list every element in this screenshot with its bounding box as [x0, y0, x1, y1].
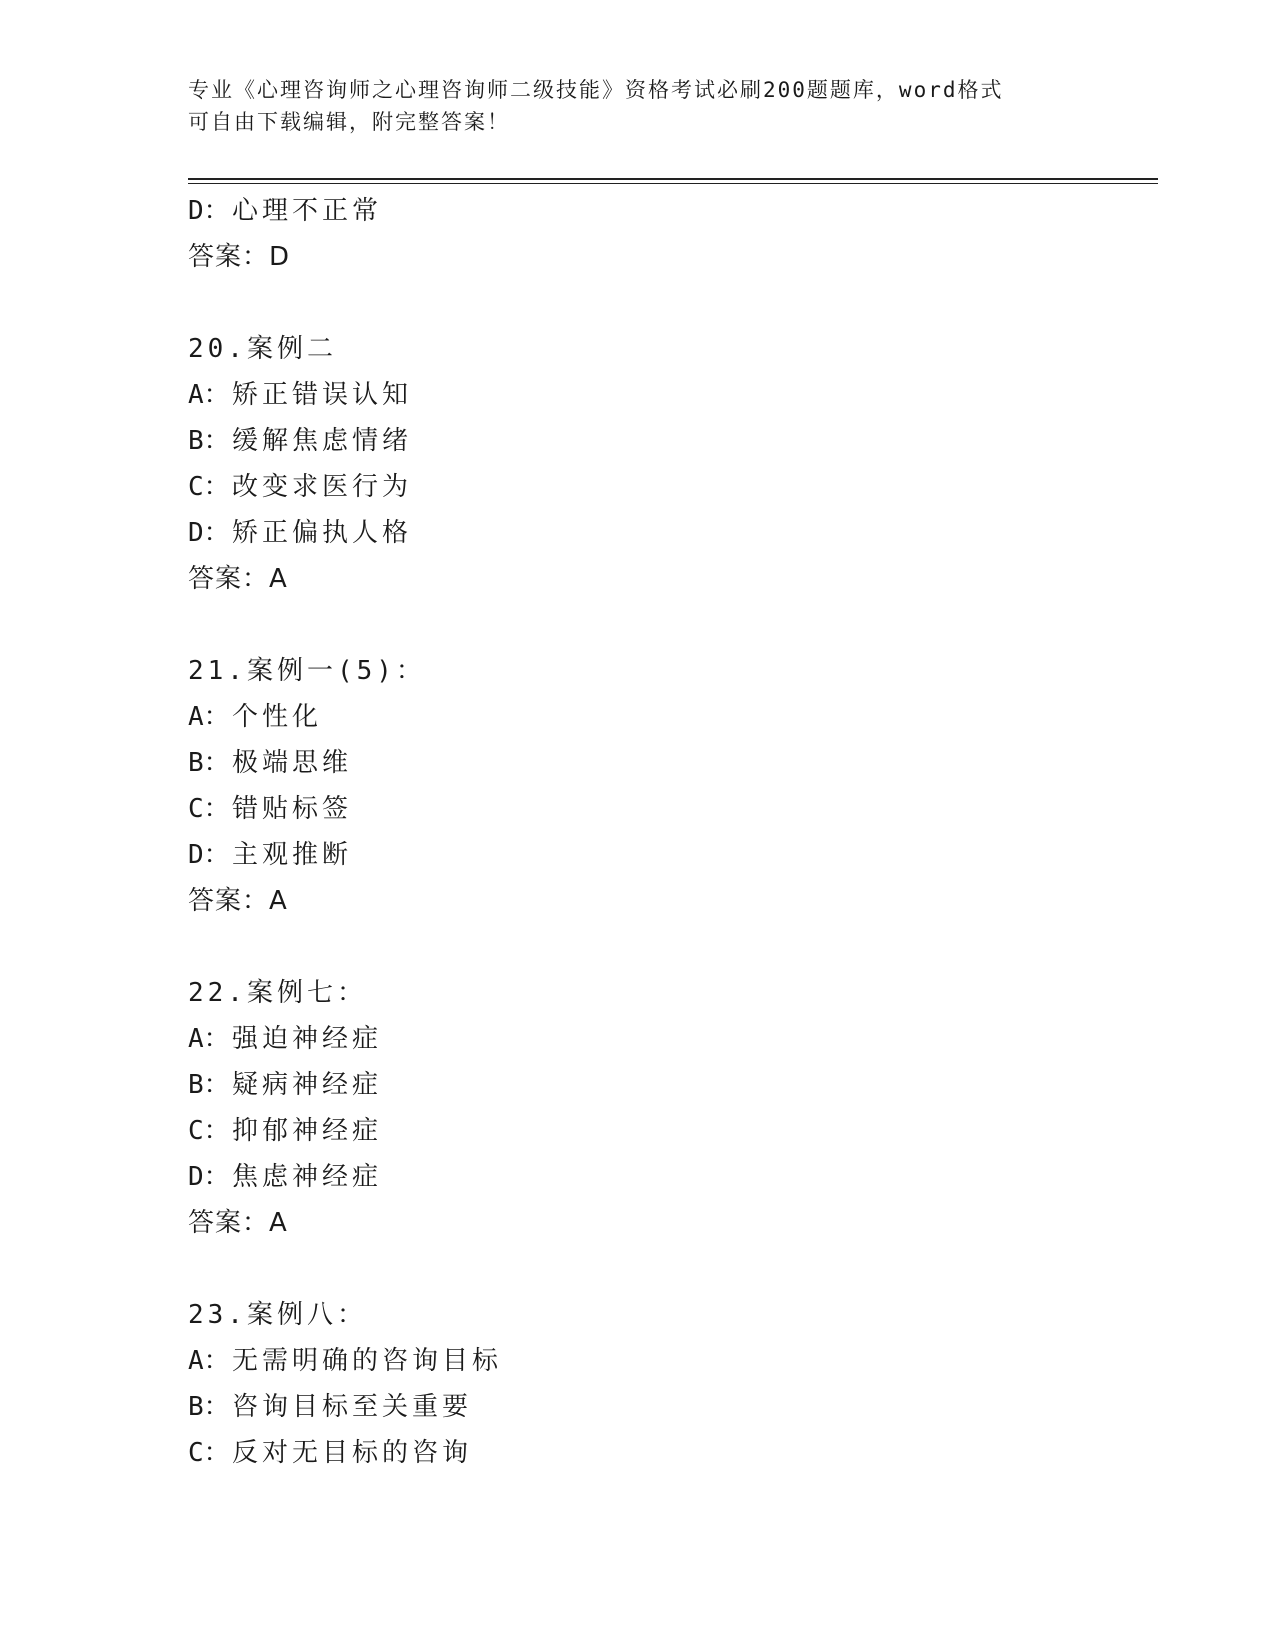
option-label: B：: [188, 1070, 230, 1100]
option-line: [188, 786, 1148, 832]
option-line: [188, 188, 1148, 234]
option-line: [188, 1338, 1148, 1384]
option-line: [188, 464, 1148, 510]
option-label: C：: [188, 1438, 230, 1468]
option-line: [188, 1430, 1148, 1476]
option-label: D：: [188, 1162, 230, 1192]
option-text: 矫正偏执人格: [232, 518, 413, 548]
option-label: C：: [188, 794, 230, 824]
option-line: [188, 510, 1148, 556]
answer-line: 答案：D: [188, 242, 291, 272]
header-divider-thin: [188, 183, 1158, 184]
option-label: C：: [188, 1116, 230, 1146]
option-text: 焦虑神经症: [232, 1162, 383, 1192]
question-title: 21.案例一(5)：: [188, 656, 426, 686]
option-line: [188, 1154, 1148, 1200]
option-text: 反对无目标的咨询: [232, 1438, 473, 1468]
option-text: 强迫神经症: [232, 1024, 383, 1054]
option-text: 缓解焦虑情绪: [232, 426, 413, 456]
option-text: 改变求医行为: [232, 472, 413, 502]
option-line: [188, 1384, 1148, 1430]
option-text: 无需明确的咨询目标: [232, 1346, 503, 1376]
option-text: 错贴标签: [232, 794, 353, 824]
option-text: 咨询目标至关重要: [232, 1392, 473, 1422]
answer-line: 答案：A: [188, 564, 288, 594]
option-label: A：: [188, 380, 230, 410]
question-title: 23.案例八：: [188, 1300, 367, 1330]
option-line: [188, 418, 1148, 464]
answer-line: 答案：A: [188, 886, 288, 916]
option-label: B：: [188, 426, 230, 456]
option-text: 主观推断: [232, 840, 353, 870]
question-list: [188, 188, 1148, 1476]
option-text: 极端思维: [232, 748, 353, 778]
option-label: B：: [188, 748, 230, 778]
question-title: 22.案例七：: [188, 978, 367, 1008]
option-line: [188, 1062, 1148, 1108]
option-label: A：: [188, 702, 230, 732]
option-label: D：: [188, 840, 230, 870]
header-divider-thick: [188, 178, 1158, 180]
option-label: D：: [188, 196, 230, 226]
option-label: D：: [188, 518, 230, 548]
option-label: B：: [188, 1392, 230, 1422]
question-title: 20.案例二: [188, 334, 337, 364]
answer-line: 答案：A: [188, 1208, 288, 1238]
option-line: [188, 1016, 1148, 1062]
option-line: [188, 1108, 1148, 1154]
option-label: A：: [188, 1024, 230, 1054]
option-line: [188, 372, 1148, 418]
option-line: [188, 694, 1148, 740]
option-line: [188, 832, 1148, 878]
option-text: 疑病神经症: [232, 1070, 383, 1100]
option-label: A：: [188, 1346, 230, 1376]
option-text: 抑郁神经症: [232, 1116, 383, 1146]
header-line-1: 专业《心理咨询师之心理咨询师二级技能》资格考试必刷200题题库，word格式: [188, 78, 1004, 102]
option-line: [188, 740, 1148, 786]
option-text: 矫正错误认知: [232, 380, 413, 410]
header-line-2: 可自由下载编辑，附完整答案！: [188, 110, 510, 134]
option-label: C：: [188, 472, 230, 502]
option-text: 心理不正常: [232, 196, 383, 226]
option-text: 个性化: [232, 702, 323, 732]
document-header: [188, 74, 1088, 138]
